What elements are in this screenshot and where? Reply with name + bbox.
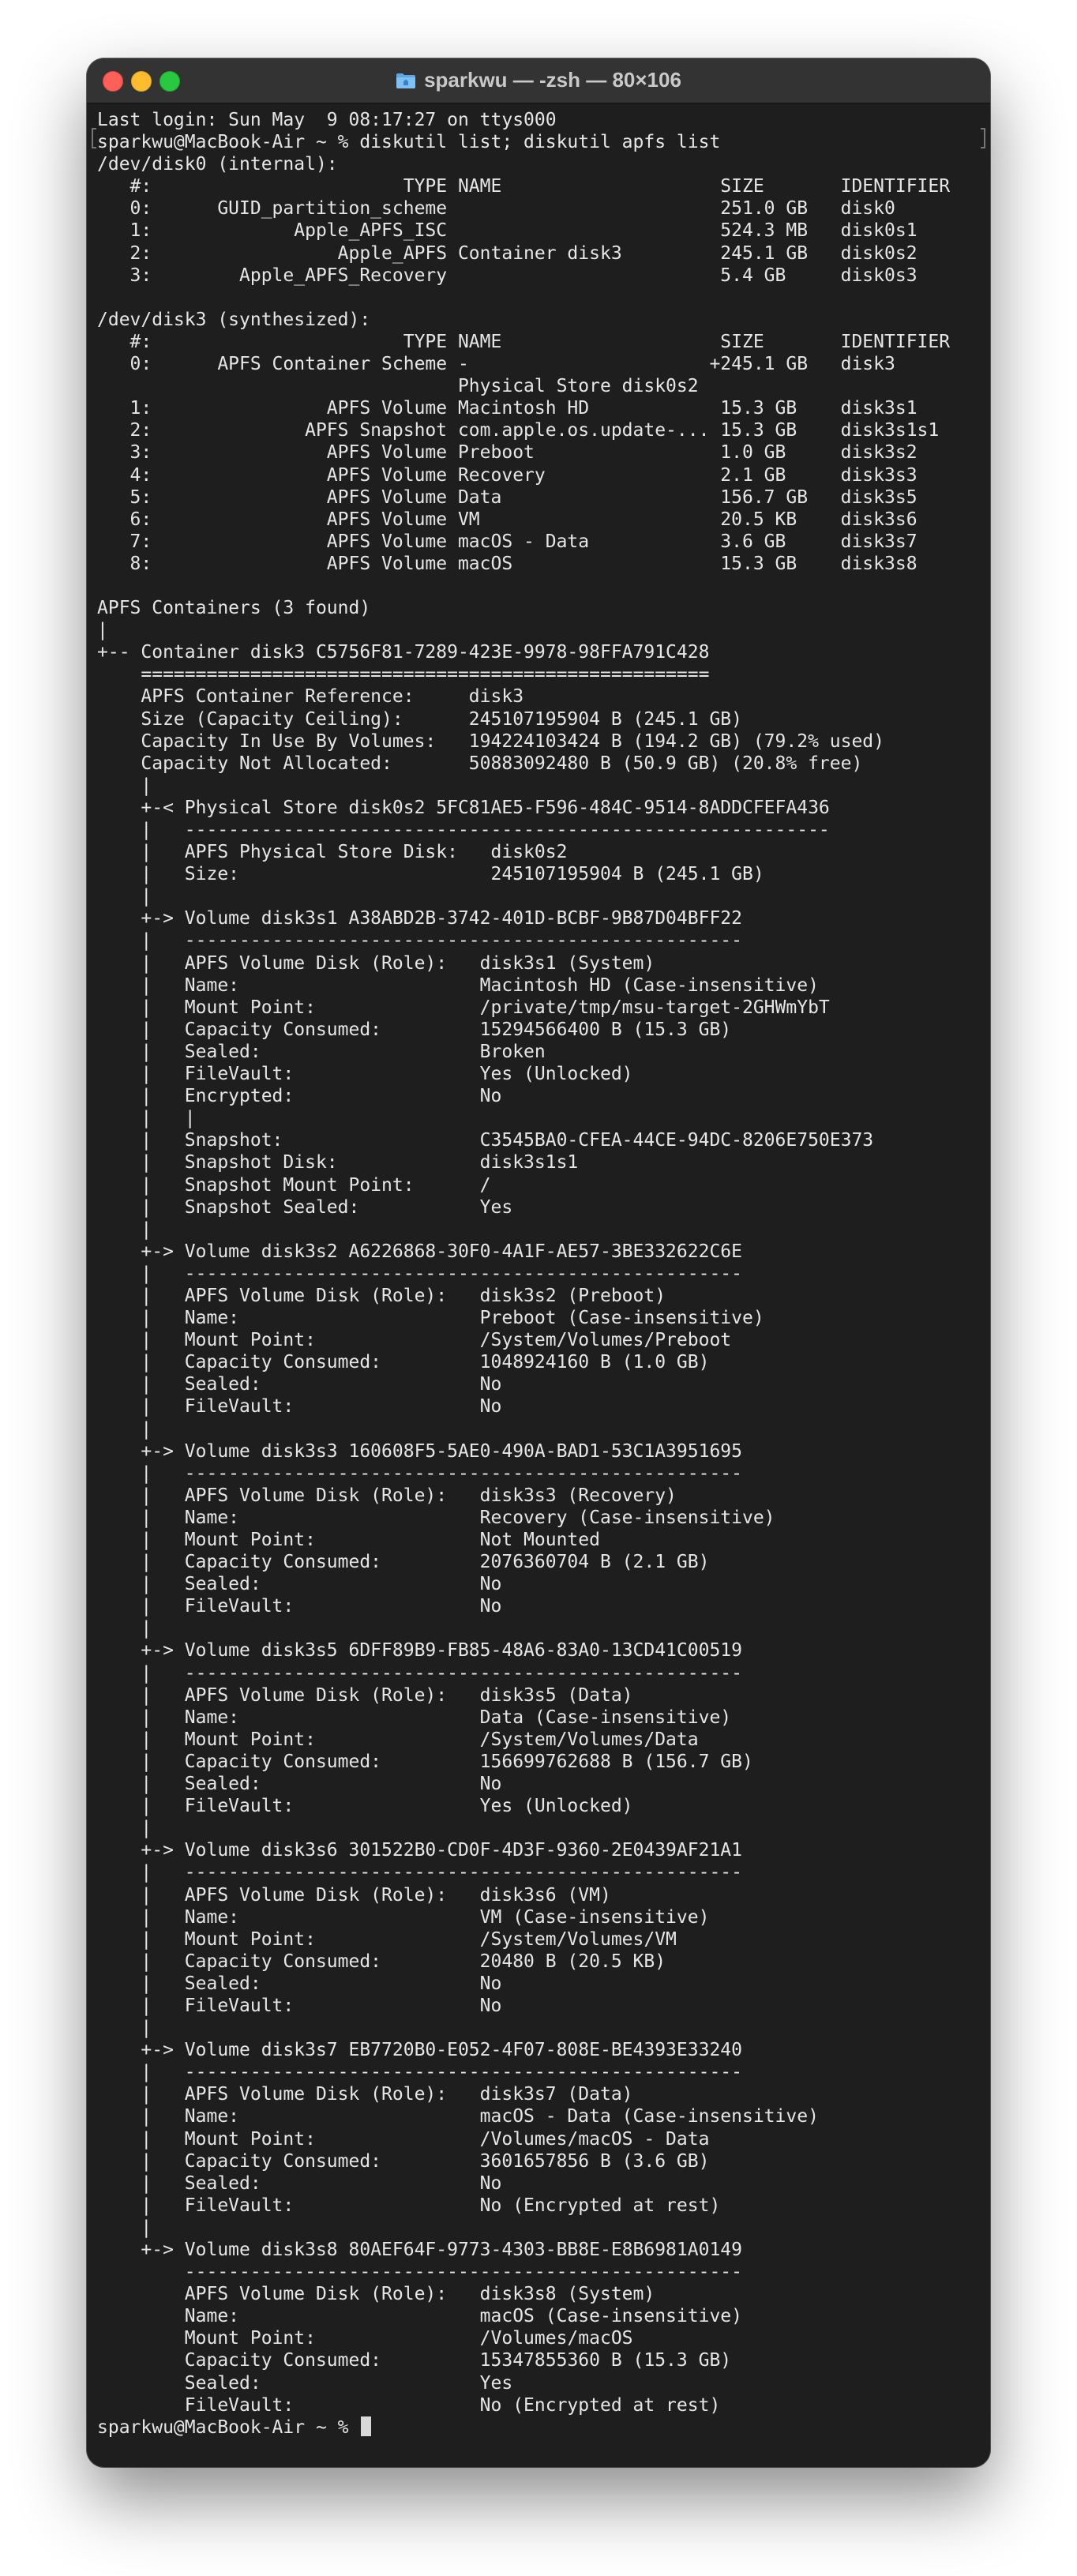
terminal-line: | Capacity Consumed: 20480 B (20.5 KB) <box>97 1951 666 1972</box>
terminal-line: | Mount Point: Not Mounted <box>97 1530 600 1550</box>
window-title: sparkwu — -zsh — 80×106 <box>424 68 681 92</box>
terminal-line: | FileVault: Yes (Unlocked) <box>97 1064 633 1085</box>
terminal-line: Last login: Sun May 9 08:17:27 on ttys000 <box>97 110 557 130</box>
terminal-line: | Sealed: Broken <box>97 1041 546 1062</box>
prompt-line[interactable] <box>97 2416 974 2439</box>
terminal-line: | Sealed: No <box>97 1374 502 1395</box>
window-title-group <box>87 68 990 92</box>
terminal-line: +-> Volume disk3s8 80AEF64F-9773-4303-BB8E-E8B6981A0149 <box>97 2240 742 2260</box>
terminal-line: | Capacity Consumed: 156699762688 B (156.7 GB) <box>97 1751 753 1772</box>
terminal-line: | Sealed: No <box>97 1774 502 1795</box>
terminal-line: | APFS Volume Disk (Role): disk3s2 (Preboot) <box>97 1285 666 1306</box>
terminal-line: 0: APFS Container Scheme - +245.1 GB disk3 <box>97 354 895 375</box>
terminal-line: +-> Volume disk3s2 A6226868-30F0-4A1F-AE57-3BE332622C6E <box>97 1241 742 1262</box>
terminal-output[interactable] <box>97 103 974 2459</box>
terminal-line: | <box>97 1418 152 1440</box>
terminal-line: 2: APFS Snapshot com.apple.os.update-... 15.3 GB disk3s1s1 <box>97 420 940 441</box>
terminal-line: | Sealed: No <box>97 1574 502 1595</box>
terminal-line: | <box>97 1219 152 1240</box>
terminal-line <box>97 287 974 309</box>
terminal-line: 3: APFS Volume Preboot 1.0 GB disk3s2 <box>97 442 918 464</box>
terminal-line: | --------------------------------------------------- <box>97 2062 742 2083</box>
terminal-line: | Snapshot Mount Point: / <box>97 1174 491 1196</box>
terminal-line: --------------------------------------------------- <box>97 2262 742 2283</box>
home-folder-icon <box>396 72 416 89</box>
shell-prompt: sparkwu@MacBook-Air ~ % <box>97 2416 360 2438</box>
terminal-line: | APFS Volume Disk (Role): disk3s1 (System) <box>97 952 655 974</box>
terminal-line: | --------------------------------------------------- <box>97 1263 742 1284</box>
terminal-line: | Snapshot Sealed: Yes <box>97 1196 513 1218</box>
terminal-line: | Sealed: No <box>97 1973 502 1994</box>
terminal-line: | FileVault: Yes (Unlocked) <box>97 1796 633 1817</box>
terminal-line: +-- Container disk3 C5756F81-7289-423E-9978-98FFA791C428 <box>97 642 710 663</box>
scrollback-mark-right <box>981 128 985 148</box>
terminal-line: | Snapshot Disk: disk3s1s1 <box>97 1152 579 1173</box>
terminal-line: Physical Store disk0s2 <box>97 376 699 397</box>
terminal-line: | Mount Point: /System/Volumes/VM <box>97 1928 677 1950</box>
terminal-line: | Snapshot: C3545BA0-CFEA-44CE-94DC-8206E750E373 <box>97 1130 874 1151</box>
terminal-line: | Capacity Consumed: 15294566400 B (15.3 GB) <box>97 1019 732 1040</box>
scrollback-mark-left <box>92 128 96 148</box>
terminal-line: Capacity Consumed: 15347855360 B (15.3 GB) <box>97 2350 732 2371</box>
terminal-line: 5: APFS Volume Data 156.7 GB disk3s5 <box>97 486 918 508</box>
terminal-line: 1: APFS Volume Macintosh HD 15.3 GB disk3s1 <box>97 398 918 419</box>
terminal-line: | Name: Macintosh HD (Case-insensitive) <box>97 974 819 996</box>
terminal-line: | Capacity Consumed: 3601657856 B (3.6 GB) <box>97 2150 710 2172</box>
terminal-line: | APFS Volume Disk (Role): disk3s5 (Data) <box>97 1684 633 1706</box>
terminal-line: | APFS Volume Disk (Role): disk3s3 (Recovery) <box>97 1485 677 1506</box>
terminal-line: 0: GUID_partition_scheme 251.0 GB disk0 <box>97 198 895 220</box>
terminal-line: +-< Physical Store disk0s2 5FC81AE5-F596-484C-9514-8ADDCFEFA436 <box>97 797 830 818</box>
terminal-line: | <box>97 1818 152 1839</box>
terminal-line: | --------------------------------------------------- <box>97 930 742 952</box>
terminal-line: +-> Volume disk3s6 301522B0-CD0F-4D3F-9360-2E0439AF21A1 <box>97 1840 742 1861</box>
terminal-line: | Size: 245107195904 B (245.1 GB) <box>97 864 764 885</box>
terminal-line: 8: APFS Volume macOS 15.3 GB disk3s8 <box>97 553 918 574</box>
terminal-line: | | <box>97 1108 196 1129</box>
terminal-window <box>87 58 990 2467</box>
terminal-line: #: TYPE NAME SIZE IDENTIFIER <box>97 176 951 197</box>
terminal-line: FileVault: No (Encrypted at rest) <box>97 2394 721 2416</box>
terminal-line: | Name: Recovery (Case-insensitive) <box>97 1507 775 1528</box>
terminal-line: | APFS Volume Disk (Role): disk3s7 (Data) <box>97 2084 633 2105</box>
terminal-line: Sealed: Yes <box>97 2372 513 2394</box>
terminal-line: | Name: Data (Case-insensitive) <box>97 1707 732 1728</box>
terminal-line: +-> Volume disk3s7 EB7720B0-E052-4F07-808E-BE4393E33240 <box>97 2040 742 2061</box>
terminal-line: | FileVault: No <box>97 1596 502 1617</box>
terminal-line: | <box>97 2217 152 2238</box>
terminal-line: | --------------------------------------------------- <box>97 1463 742 1484</box>
terminal-line: | FileVault: No (Encrypted at rest) <box>97 2195 721 2216</box>
terminal-line: | FileVault: No <box>97 1995 502 2016</box>
terminal-line: +-> Volume disk3s3 160608F5-5AE0-490A-BAD1-53C1A3951695 <box>97 1440 742 1462</box>
terminal-line: 7: APFS Volume macOS - Data 3.6 GB disk3s7 <box>97 531 918 552</box>
terminal-line: | Mount Point: /Volumes/macOS - Data <box>97 2128 710 2150</box>
terminal-line: 1: Apple_APFS_ISC 524.3 MB disk0s1 <box>97 220 918 242</box>
terminal-line: APFS Volume Disk (Role): disk3s8 (System) <box>97 2284 655 2305</box>
terminal-line: 3: Apple_APFS_Recovery 5.4 GB disk0s3 <box>97 265 918 286</box>
terminal-line: | APFS Volume Disk (Role): disk3s6 (VM) <box>97 1884 611 1906</box>
terminal-line: | --------------------------------------------------- <box>97 1662 742 1684</box>
terminal-line: | <box>97 886 152 907</box>
terminal-line: +-> Volume disk3s1 A38ABD2B-3742-401D-BCBF-9B87D04BFF22 <box>97 908 742 929</box>
terminal-line: +-> Volume disk3s5 6DFF89B9-FB85-48A6-83A0-13CD41C00519 <box>97 1640 742 1662</box>
terminal-line: | Name: VM (Case-insensitive) <box>97 1906 710 1928</box>
terminal-line: /dev/disk0 (internal): <box>97 154 338 175</box>
terminal-line: APFS Containers (3 found) <box>97 598 371 619</box>
terminal-line: | Capacity Consumed: 1048924160 B (1.0 GB) <box>97 1352 710 1373</box>
terminal-line: APFS Container Reference: disk3 <box>97 686 524 708</box>
terminal-line: Size (Capacity Ceiling): 245107195904 B (245.1 GB) <box>97 708 742 730</box>
terminal-line: | --------------------------------------------------- <box>97 1862 742 1883</box>
terminal-line: #: TYPE NAME SIZE IDENTIFIER <box>97 331 951 352</box>
terminal-line: | Sealed: No <box>97 2172 502 2194</box>
terminal-line: | Name: Preboot (Case-insensitive) <box>97 1308 764 1329</box>
terminal-line: Mount Point: /Volumes/macOS <box>97 2328 633 2349</box>
terminal-line: | Capacity Consumed: 2076360704 B (2.1 GB) <box>97 1552 710 1573</box>
terminal-line: | <box>97 2018 152 2039</box>
terminal-line: ==================================================== <box>97 664 710 685</box>
terminal-line: | Mount Point: /System/Volumes/Preboot <box>97 1330 732 1351</box>
terminal-line: | <box>97 1618 152 1639</box>
title-bar[interactable] <box>87 58 990 103</box>
terminal-line: | Encrypted: No <box>97 1086 502 1107</box>
terminal-line: 4: APFS Volume Recovery 2.1 GB disk3s3 <box>97 464 918 486</box>
terminal-line: 2: Apple_APFS Container disk3 245.1 GB disk0s2 <box>97 242 918 264</box>
terminal-line: | Mount Point: /System/Volumes/Data <box>97 1729 699 1750</box>
terminal-line: sparkwu@MacBook-Air ~ % diskutil list; diskutil apfs list <box>97 132 721 153</box>
terminal-line: | Mount Point: /private/tmp/msu-target-2GHWmYbT <box>97 997 830 1018</box>
terminal-line: | <box>97 620 108 641</box>
terminal-line: 6: APFS Volume VM 20.5 KB disk3s6 <box>97 509 918 530</box>
terminal-line: Capacity Not Allocated: 50883092480 B (50.9 GB) (20.8% free) <box>97 753 863 774</box>
terminal-line: | APFS Physical Store Disk: disk0s2 <box>97 842 568 863</box>
terminal-line: | <box>97 775 152 796</box>
terminal-line: /dev/disk3 (synthesized): <box>97 309 371 330</box>
terminal-line: | ----------------------------------------------------------- <box>97 820 830 840</box>
terminal-line <box>97 575 974 597</box>
terminal-line: | FileVault: No <box>97 1396 502 1418</box>
terminal-line: Name: macOS (Case-insensitive) <box>97 2306 742 2327</box>
terminal-line: | Name: macOS - Data (Case-insensitive) <box>97 2106 819 2127</box>
terminal-line: Capacity In Use By Volumes: 194224103424 B (194.2 GB) (79.2% used) <box>97 730 884 752</box>
text-cursor <box>361 2416 371 2436</box>
